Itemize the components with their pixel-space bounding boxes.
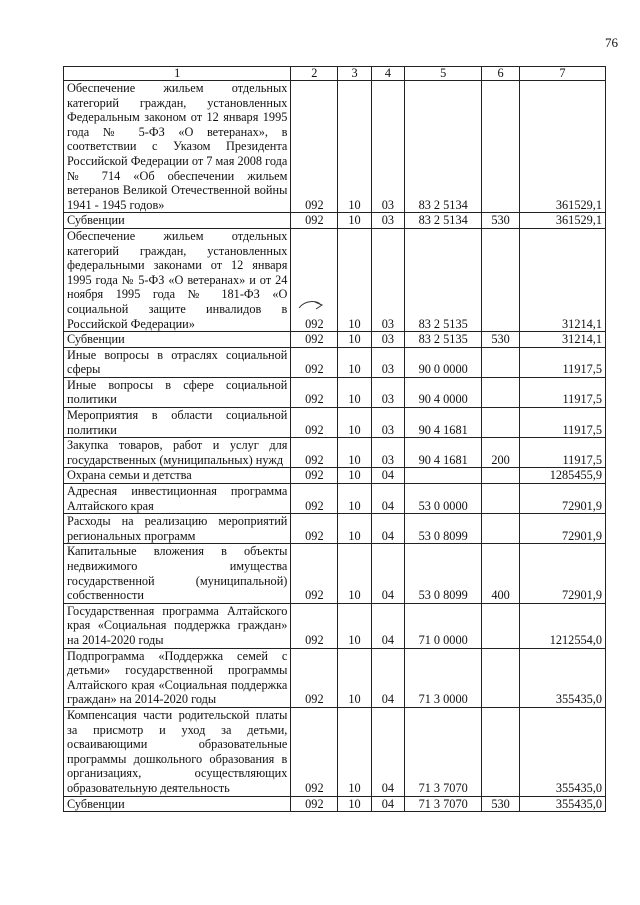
row-min-cell: 092 bbox=[291, 377, 338, 407]
row-name: Подпрограмма «Поддержка семей с детьми» государственной программы Алтайского края «Социальная поддержка граждан» на 2014-2020 годы bbox=[67, 648, 288, 707]
row-min-cell: 092 bbox=[291, 332, 338, 348]
row-cs-cell: 53 0 8099 bbox=[405, 514, 482, 544]
row-min-cell: 092 bbox=[291, 408, 338, 438]
row-pr-cell: 04 bbox=[371, 544, 404, 603]
row-vr-cell: 530 bbox=[482, 796, 520, 812]
row-pr-cell: 04 bbox=[371, 514, 404, 544]
row-vr-cell bbox=[482, 707, 520, 796]
row-cs-cell: 71 3 0000 bbox=[405, 648, 482, 707]
table-row bbox=[64, 514, 606, 544]
row-pr-cell: 04 bbox=[371, 648, 404, 707]
row-rz-cell: 10 bbox=[338, 408, 371, 438]
row-vr-cell bbox=[482, 468, 520, 484]
row-name: Компенсация части родительской платы за присмотр и уход за детьми, осваивающими образовательные программы дошкольного образования в организациях, осуществляющих образовательную деятельность bbox=[67, 707, 288, 795]
row-vr-cell bbox=[482, 648, 520, 707]
row-rz-cell: 10 bbox=[338, 332, 371, 348]
row-name-cell bbox=[64, 468, 291, 484]
row-min-cell: 092 bbox=[291, 648, 338, 707]
row-name: Субвенции bbox=[67, 213, 125, 228]
row-sum-cell: 11917,5 bbox=[519, 347, 605, 377]
row-pr-cell: 04 bbox=[371, 707, 404, 796]
row-vr-cell bbox=[482, 484, 520, 514]
header-col-2: 2 bbox=[291, 67, 338, 81]
row-name-cell bbox=[64, 347, 291, 377]
table-row bbox=[64, 347, 606, 377]
row-rz-cell: 10 bbox=[338, 707, 371, 796]
table-row bbox=[64, 332, 606, 348]
row-name: Государственная программа Алтайского края «Социальная поддержка граждан» на 2014-2020 годы bbox=[67, 603, 288, 647]
table-header-row bbox=[64, 67, 606, 81]
row-rz-cell: 10 bbox=[338, 377, 371, 407]
row-cs-cell: 90 0 0000 bbox=[405, 347, 482, 377]
row-sum-cell: 31214,1 bbox=[519, 228, 605, 331]
row-rz-cell: 10 bbox=[338, 648, 371, 707]
row-min-cell: 092 bbox=[291, 544, 338, 603]
row-pr-cell: 03 bbox=[371, 408, 404, 438]
row-vr-cell bbox=[482, 603, 520, 648]
row-sum-cell: 72901,9 bbox=[519, 544, 605, 603]
row-rz-cell: 10 bbox=[338, 438, 371, 468]
row-cs-cell: 71 3 7070 bbox=[405, 707, 482, 796]
row-sum-cell: 11917,5 bbox=[519, 408, 605, 438]
row-rz-cell: 10 bbox=[338, 796, 371, 812]
row-min-cell: 092 bbox=[291, 707, 338, 796]
row-rz-cell: 10 bbox=[338, 347, 371, 377]
row-name-cell bbox=[64, 332, 291, 348]
row-name-cell bbox=[64, 514, 291, 544]
row-name-cell bbox=[64, 228, 291, 331]
row-name-cell bbox=[64, 603, 291, 648]
table-row bbox=[64, 544, 606, 603]
row-min-cell: 092 bbox=[291, 796, 338, 812]
row-pr-cell: 03 bbox=[371, 81, 404, 213]
row-min-cell: 092 bbox=[291, 438, 338, 468]
row-min-cell: 092 bbox=[291, 81, 338, 213]
row-name: Капитальные вложения в объекты недвижимого имущества государственной (муниципальной) собственности bbox=[67, 544, 288, 603]
row-sum-cell: 355435,0 bbox=[519, 796, 605, 812]
row-vr-cell bbox=[482, 347, 520, 377]
row-name-cell bbox=[64, 796, 291, 812]
row-min-cell: 092 bbox=[291, 347, 338, 377]
row-name-cell bbox=[64, 408, 291, 438]
table-row bbox=[64, 228, 606, 331]
row-rz-cell: 10 bbox=[338, 213, 371, 229]
row-vr-cell: 530 bbox=[482, 332, 520, 348]
row-sum-cell: 72901,9 bbox=[519, 484, 605, 514]
row-sum-cell: 361529,1 bbox=[519, 213, 605, 229]
row-name: Субвенции bbox=[67, 332, 125, 347]
header-col-4: 4 bbox=[371, 67, 404, 81]
budget-table bbox=[63, 66, 606, 812]
table-row bbox=[64, 707, 606, 796]
row-name-cell bbox=[64, 438, 291, 468]
row-rz-cell: 10 bbox=[338, 603, 371, 648]
row-pr-cell: 03 bbox=[371, 438, 404, 468]
row-rz-cell: 10 bbox=[338, 81, 371, 213]
row-cs-cell: 71 3 7070 bbox=[405, 796, 482, 812]
row-name-cell bbox=[64, 213, 291, 229]
header-col-5: 5 bbox=[405, 67, 482, 81]
row-pr-cell: 03 bbox=[371, 347, 404, 377]
table-row bbox=[64, 438, 606, 468]
row-cs-cell: 53 0 0000 bbox=[405, 484, 482, 514]
header-col-1: 1 bbox=[64, 67, 291, 81]
row-cs-cell: 90 4 1681 bbox=[405, 408, 482, 438]
table-row bbox=[64, 377, 606, 407]
row-pr-cell: 03 bbox=[371, 213, 404, 229]
row-rz-cell: 10 bbox=[338, 468, 371, 484]
row-name-cell bbox=[64, 648, 291, 707]
table-row bbox=[64, 484, 606, 514]
row-name: Обеспечение жильем отдельных категорий граждан, установленных федеральными законами от 12 января 1995 года № 5-ФЗ «О ветеранах» и от 24 ноября 1995 года № 181-ФЗ «О социальной защите инвалидов в Российской Федерации» bbox=[67, 228, 288, 331]
row-min-cell: 092 bbox=[291, 468, 338, 484]
row-rz-cell: 10 bbox=[338, 484, 371, 514]
row-min-cell: 092 bbox=[291, 484, 338, 514]
table-row bbox=[64, 648, 606, 707]
table-row bbox=[64, 213, 606, 229]
row-vr-cell bbox=[482, 514, 520, 544]
row-cs-cell: 83 2 5134 bbox=[405, 213, 482, 229]
row-name: Расходы на реализацию мероприятий региональных программ bbox=[67, 514, 288, 543]
row-cs-cell: 90 4 1681 bbox=[405, 438, 482, 468]
row-sum-cell: 1285455,9 bbox=[519, 468, 605, 484]
handwritten-mark-icon bbox=[297, 296, 327, 316]
row-pr-cell: 04 bbox=[371, 484, 404, 514]
row-rz-cell: 10 bbox=[338, 544, 371, 603]
row-vr-cell: 200 bbox=[482, 438, 520, 468]
page-number: 76 bbox=[605, 35, 618, 50]
row-vr-cell bbox=[482, 408, 520, 438]
row-rz-cell: 10 bbox=[338, 514, 371, 544]
row-cs-cell: 83 2 5135 bbox=[405, 332, 482, 348]
row-rz-cell: 10 bbox=[338, 228, 371, 331]
row-name: Мероприятия в области социальной политики bbox=[67, 408, 288, 437]
row-vr-cell: 530 bbox=[482, 213, 520, 229]
row-name-cell bbox=[64, 544, 291, 603]
row-name-cell bbox=[64, 377, 291, 407]
header-col-3: 3 bbox=[338, 67, 371, 81]
row-min-cell: 092 bbox=[291, 514, 338, 544]
row-pr-cell: 03 bbox=[371, 377, 404, 407]
row-sum-cell: 31214,1 bbox=[519, 332, 605, 348]
row-cs-cell: 71 0 0000 bbox=[405, 603, 482, 648]
table-row bbox=[64, 408, 606, 438]
row-name: Иные вопросы в отраслях социальной сферы bbox=[67, 347, 288, 377]
row-cs-cell: 90 4 0000 bbox=[405, 377, 482, 407]
row-cs-cell: 83 2 5135 bbox=[405, 228, 482, 331]
row-sum-cell: 11917,5 bbox=[519, 377, 605, 407]
row-name: Адресная инвестиционная программа Алтайского края bbox=[67, 484, 288, 513]
row-name: Обеспечение жильем отдельных категорий граждан, установленных Федеральным законом от 12 января 1995 года № 5-ФЗ «О ветеранах», в соответствии с Указом Президента Российской Федерации от 7 мая 2008 года № 714 «Об обеспечении жильем ветеранов Великой Отечественной войны 1941 - 1945 годов» bbox=[67, 81, 288, 212]
row-min-cell: 092 bbox=[291, 228, 338, 331]
row-name: Субвенции bbox=[67, 796, 125, 811]
header-col-6: 6 bbox=[482, 67, 520, 81]
row-pr-cell: 04 bbox=[371, 796, 404, 812]
row-cs-cell: 83 2 5134 bbox=[405, 81, 482, 213]
row-sum-cell: 355435,0 bbox=[519, 707, 605, 796]
row-vr-cell: 400 bbox=[482, 544, 520, 603]
table-row bbox=[64, 603, 606, 648]
row-name: Иные вопросы в сфере социальной политики bbox=[67, 377, 288, 407]
header-col-7: 7 bbox=[519, 67, 605, 81]
row-name-cell bbox=[64, 81, 291, 213]
row-name: Охрана семьи и детства bbox=[67, 468, 192, 483]
row-min-cell: 092 bbox=[291, 603, 338, 648]
table-row bbox=[64, 796, 606, 812]
row-cs-cell bbox=[405, 468, 482, 484]
row-sum-cell: 72901,9 bbox=[519, 514, 605, 544]
row-vr-cell bbox=[482, 81, 520, 213]
row-sum-cell: 361529,1 bbox=[519, 81, 605, 213]
row-sum-cell: 11917,5 bbox=[519, 438, 605, 468]
row-min-cell: 092 bbox=[291, 213, 338, 229]
row-pr-cell: 03 bbox=[371, 228, 404, 331]
row-pr-cell: 04 bbox=[371, 468, 404, 484]
row-name-cell bbox=[64, 484, 291, 514]
row-vr-cell bbox=[482, 377, 520, 407]
row-vr-cell bbox=[482, 228, 520, 331]
row-name-cell bbox=[64, 707, 291, 796]
row-name: Закупка товаров, работ и услуг для государственных (муниципальных) нужд bbox=[67, 438, 288, 467]
row-cs-cell: 53 0 8099 bbox=[405, 544, 482, 603]
table-row bbox=[64, 468, 606, 484]
row-sum-cell: 355435,0 bbox=[519, 648, 605, 707]
table-row bbox=[64, 81, 606, 213]
row-pr-cell: 04 bbox=[371, 603, 404, 648]
row-sum-cell: 1212554,0 bbox=[519, 603, 605, 648]
row-pr-cell: 03 bbox=[371, 332, 404, 348]
